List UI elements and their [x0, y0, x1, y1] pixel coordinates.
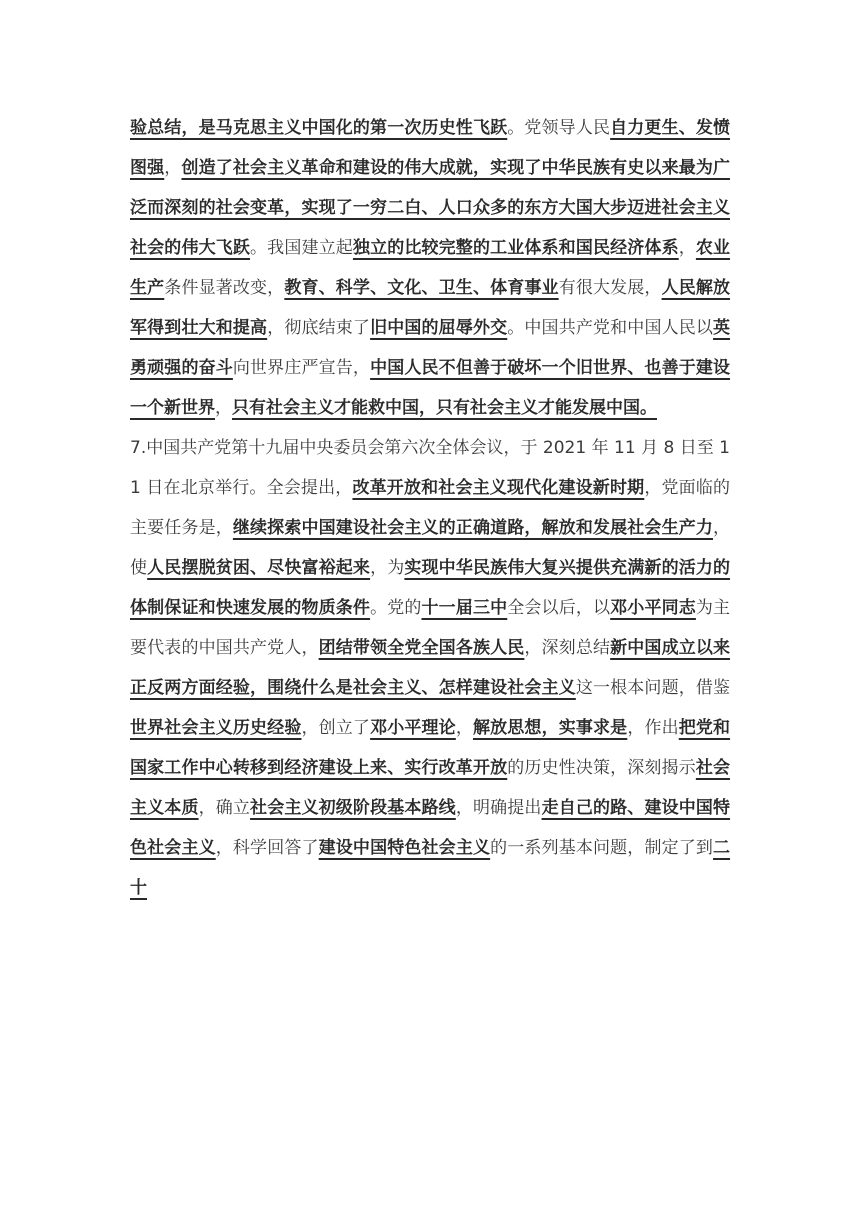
body-text: ，创立了	[301, 718, 371, 738]
body-text: ，彻底结束了	[267, 318, 371, 338]
emphasized-text: 解放思想，实事求是	[472, 718, 628, 738]
document-body	[130, 108, 730, 908]
emphasized-text: 邓小平理论	[370, 718, 456, 738]
emphasized-text: 创造了社会主义革命和建设的伟大成就，实现了中华民族有史以来最为广泛而深刻的社会变革，实现了一穷二白、人口众多的东方大国大步迈进社会主义社会的伟大飞跃	[130, 158, 731, 258]
body-text: ，科学回答了	[215, 838, 319, 858]
body-text: ，党面临的主要任务是，	[130, 478, 731, 538]
emphasized-text: 走自己的路、建设中国特色社会主义	[130, 798, 731, 858]
body-text: ，	[455, 718, 473, 738]
body-text: ，确立	[198, 798, 251, 818]
emphasized-text: 自力更生、发愤图强	[130, 118, 731, 178]
body-text: 的一系列基本问题，制定了到	[490, 838, 714, 858]
emphasized-text: 教育、科学、文化、卫生、体育事业	[284, 278, 559, 298]
body-text: 向世界庄严宣告，	[232, 358, 371, 378]
emphasized-text: 人民摆脱贫困、尽快富裕起来	[147, 558, 371, 578]
body-text: ，	[215, 398, 232, 418]
paragraph-item-7	[130, 428, 730, 908]
emphasized-text: 独立的比较完整的工业体系和国民经济体系	[352, 238, 679, 258]
body-text: 。党领导人民	[507, 118, 611, 138]
emphasized-text: 英勇顽强的奋斗	[130, 318, 731, 378]
emphasized-text: 社会主义本质	[130, 758, 731, 818]
emphasized-text: 十一届三中	[421, 598, 508, 618]
emphasized-text: 实现中华民族伟大复兴提供充满新的活力的体制保证和快速发展的物质条件	[130, 558, 731, 618]
body-text: ，	[678, 238, 696, 258]
emphasized-text: 改革开放和社会主义现代化建设新时期	[352, 478, 645, 498]
paragraph-continuation	[130, 108, 730, 428]
emphasized-text: 继续探索中国建设社会主义的正确道路，解放和发展社会生产力	[232, 518, 714, 538]
body-text: ，作出	[627, 718, 679, 738]
body-text: 为主要代表的中国共产党人，	[130, 598, 731, 658]
body-text: ，深刻总结	[524, 638, 611, 658]
body-text: 7.中国共产党第十九届中央委员会第六次全体会议，于 2021 年 11 月 8 日至 11 日在北京举行。全会提出，	[130, 438, 730, 498]
emphasized-text: 邓小平同志	[610, 598, 696, 618]
emphasized-text: 世界社会主义历史经验	[130, 718, 302, 738]
emphasized-text: 把党和国家工作中心转移到经济建设上来、实行改革开放	[130, 718, 731, 778]
body-text: ，为	[370, 558, 405, 578]
body-text: 的历史性决策，深刻揭示	[507, 758, 696, 778]
body-text: 这一根本问题，借鉴	[575, 678, 731, 698]
body-text: ，明确提出	[455, 798, 542, 818]
emphasized-text: 中国人民不但善于破坏一个旧世界、也善于建设一个新世界	[130, 358, 731, 418]
emphasized-text: 社会主义初级阶段基本路线	[250, 798, 456, 818]
emphasized-text: 新中国成立以来正反两方面经验，围绕什么是社会主义、怎样建设社会主义	[130, 638, 731, 698]
body-text: 条件显著改变，	[164, 278, 285, 298]
emphasized-text: 旧中国的屈辱外交	[370, 318, 508, 338]
body-text: 全会以后，以	[507, 598, 611, 618]
emphasized-text: 二十	[130, 838, 731, 898]
body-text: ，使	[130, 518, 731, 578]
emphasized-text: 人民解放军得到壮大和提高	[130, 278, 731, 338]
body-text: 。中国共产党和中国人民以	[507, 318, 714, 338]
body-text: 有很大发展，	[558, 278, 662, 298]
emphasized-text: 只有社会主义才能救中国，只有社会主义才能发展中国。	[232, 398, 657, 418]
body-text: 。党的	[370, 598, 422, 618]
emphasized-text: 建设中国特色社会主义	[318, 838, 491, 858]
emphasized-text: 团结带领全党全国各族人民	[318, 638, 525, 658]
body-text: 。我国建立起	[250, 238, 353, 258]
emphasized-text: 农业生产	[130, 238, 731, 298]
body-text: ，	[164, 158, 182, 178]
emphasized-text: 验总结，是马克思主义中国化的第一次历史性飞跃	[130, 118, 508, 138]
